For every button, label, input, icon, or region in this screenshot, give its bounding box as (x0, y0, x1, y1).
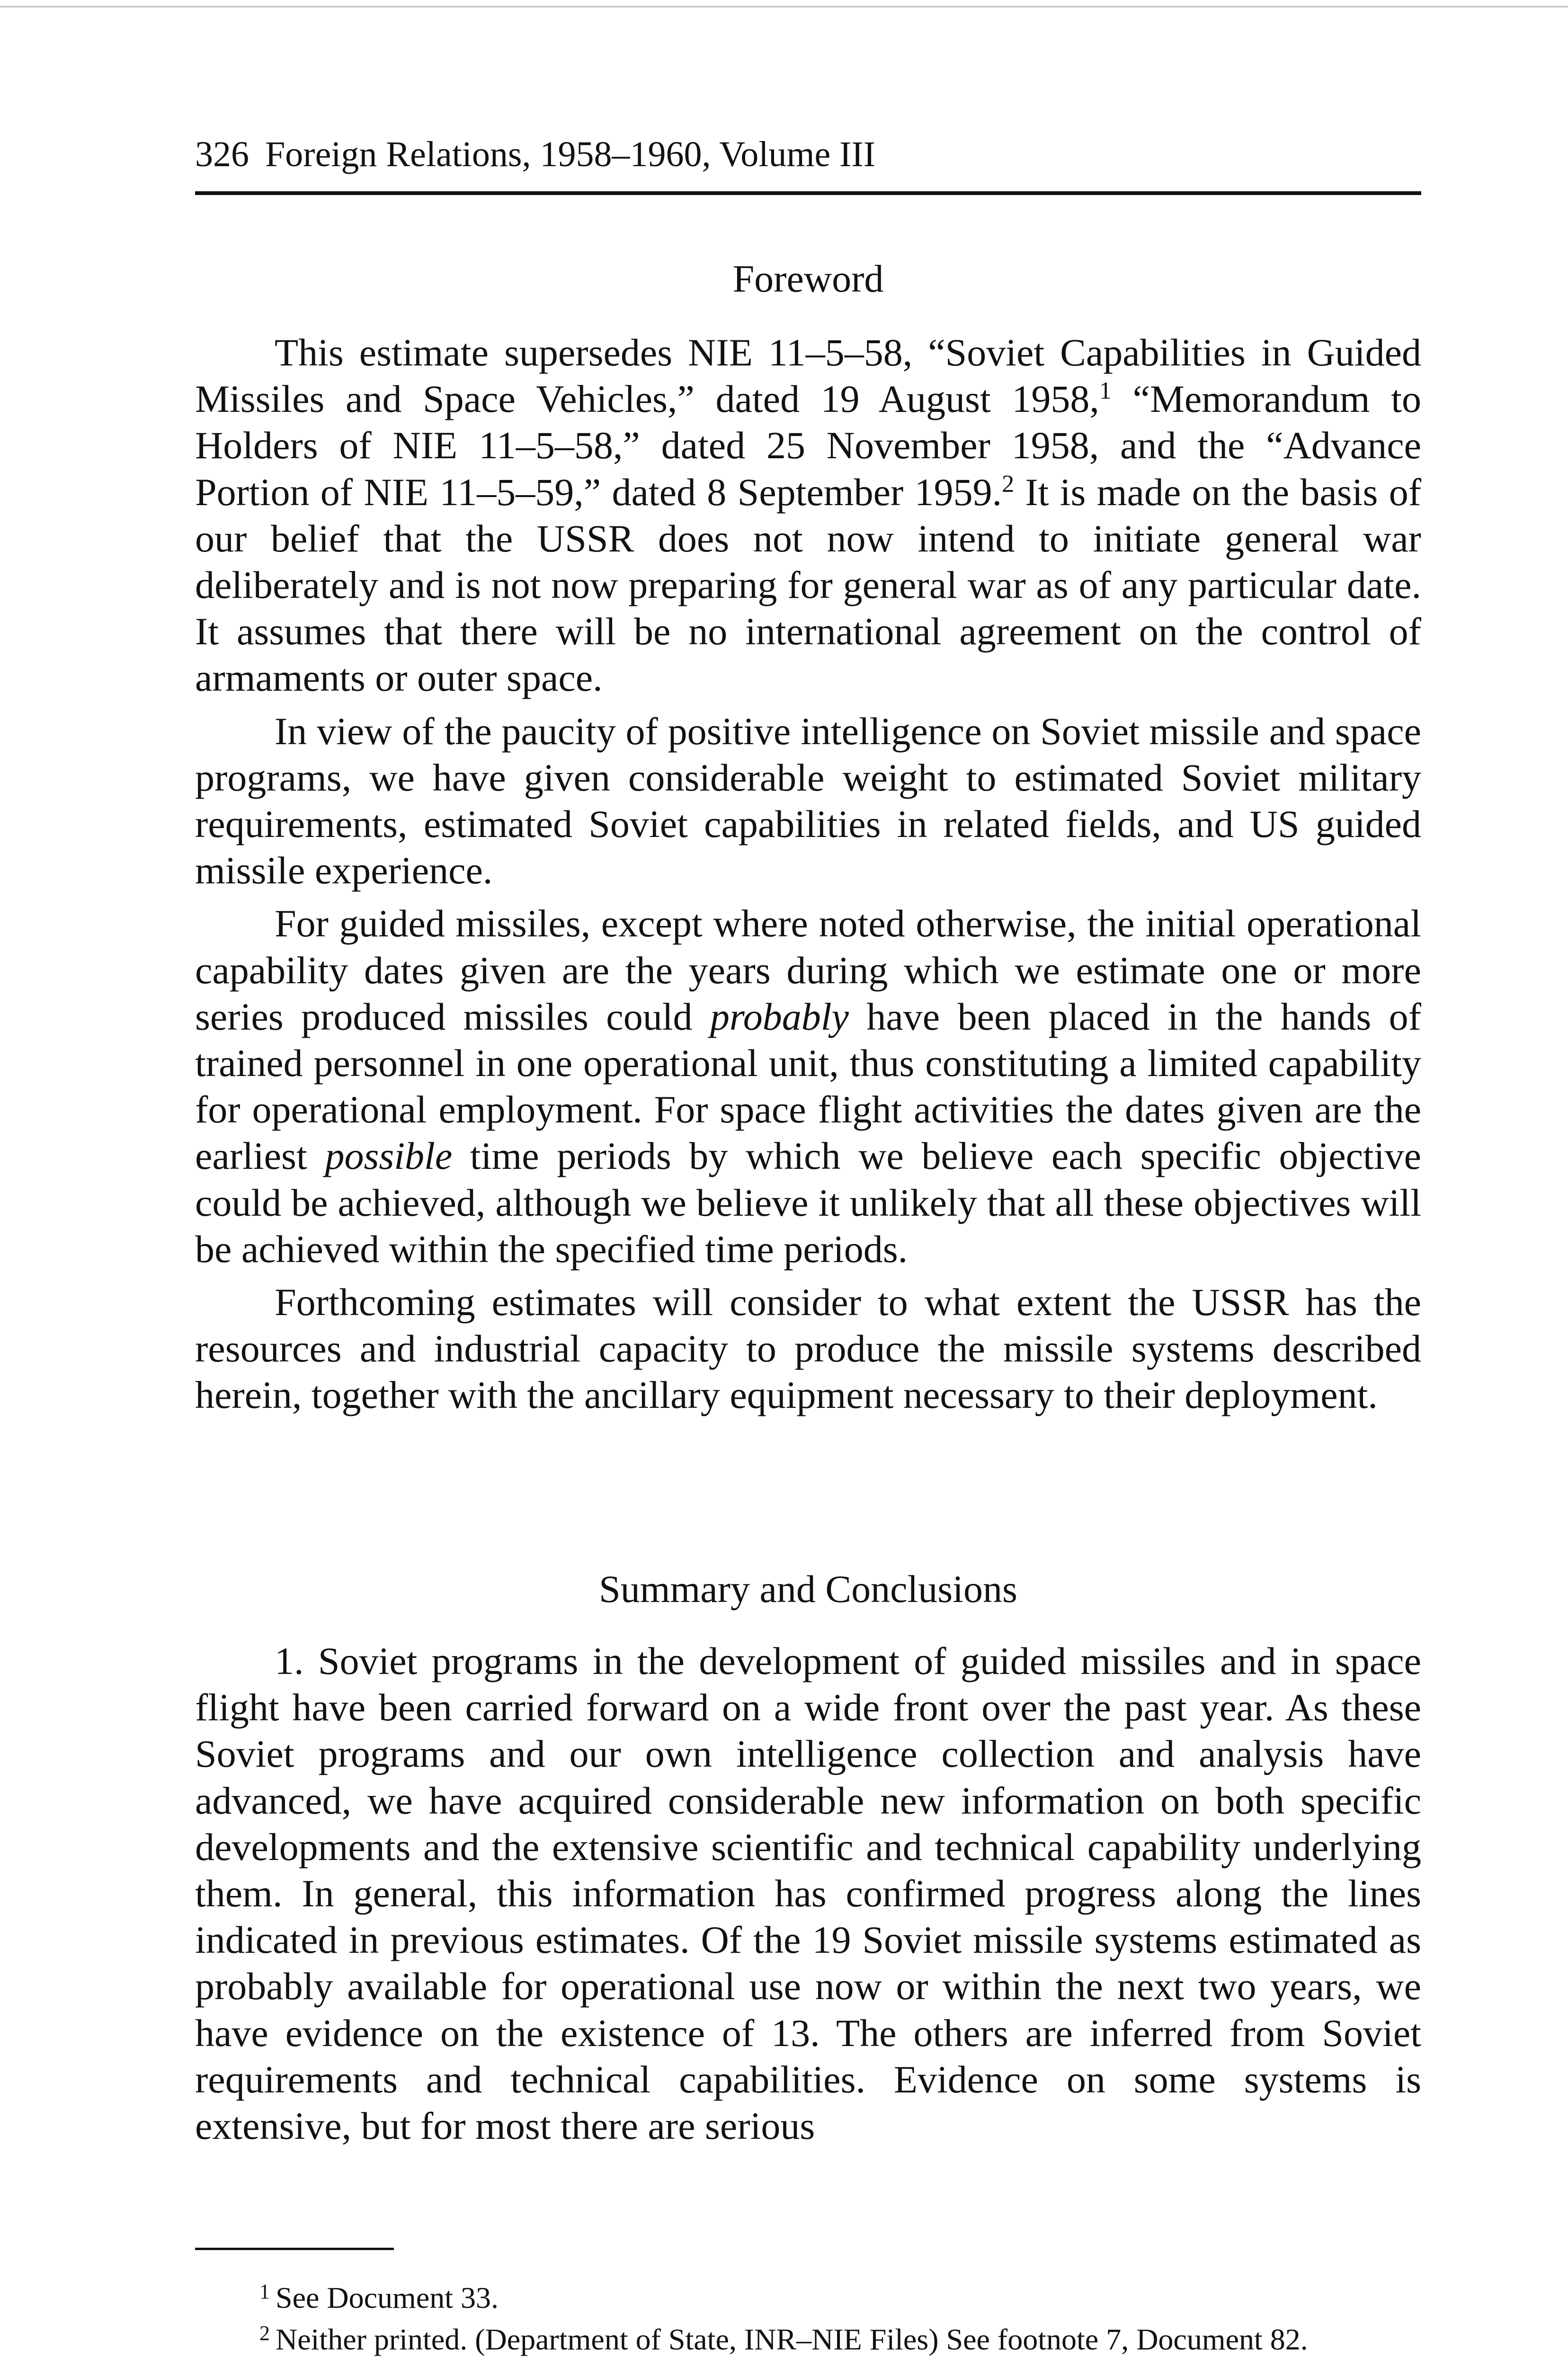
emphasis-possible: possible (325, 1134, 453, 1178)
foreword-heading: Foreword (732, 257, 884, 300)
page-number: 326 (195, 134, 249, 174)
foreword-paragraph-1 (195, 329, 1421, 702)
running-head-title: Foreign Relations, 1958–1960, Volume III (265, 134, 876, 174)
summary-body (195, 1638, 1421, 2156)
summary-heading: Summary and Conclusions (599, 1567, 1017, 1611)
footnote-ref-2: 2 (1002, 470, 1015, 498)
footnote-text: See Document 33. (276, 2281, 499, 2314)
footnote-mark: 2 (259, 2322, 270, 2345)
foreword-paragraph-2: In view of the paucity of positive intelligence on Soviet missile and space programs, we have given considerable weight to estimated Soviet military requirements, estimated Soviet capabilities in related fields, and US guided missile experience. (195, 709, 1421, 892)
footnote-ref-1: 1 (1099, 377, 1112, 405)
footnote-mark: 1 (259, 2280, 270, 2303)
summary-paragraph-1: 1. Soviet programs in the development of guided missiles and in space flight have been carried forward on a wide front over the past year. As these Soviet programs and our own intelligence collection and analysis have advanced, we have acquired considerable new information on both specific developments and the extensive scientific and technical capability underlying them. In general, this information has confirmed progress along the lines indicated in previous estimates. Of the 19 Soviet missile systems estimated as probably available for operational use now or within the next two years, we have evidence on the existence of 13. The others are inferred from Soviet requirements and technical capabilities. Evidence on some systems is extensive, but for most there are serious (195, 1639, 1421, 2148)
paragraph-text: For guided missiles, except where noted otherwise, the initial operational capability dates given are the years during which we estimate one or more series produced missiles could (195, 902, 1421, 1038)
scan-top-edge (0, 6, 1568, 8)
footnote-text: Neither printed. (Department of State, INR–NIE Files) See footnote 7, Document 82. (276, 2323, 1308, 2356)
paragraph-text: This estimate supersedes NIE 11–5–58, “Soviet Capabilities in Guided Missiles and Space Vehicles,” dated 19 August 1958, (195, 331, 1421, 421)
footnotes (195, 2277, 1421, 2360)
footnote-2 (195, 2319, 1421, 2360)
paragraph-text: It is made on the basis of our belief that the USSR does not now intend to initiate general war deliberately and is not now preparing for general war as of any particular date. It assumes that there will be no international agreement on the control of armaments or outer space. (195, 470, 1422, 700)
paragraph-text: have been placed in the hands of trained personnel in one operational unit, thus constituting a limited capability for operational employment. For space flight activities the dates given are the earliest (195, 995, 1421, 1178)
foreword-paragraph-3 (195, 900, 1421, 1272)
footnote-rule (195, 2248, 394, 2250)
foreword-body (195, 329, 1421, 1425)
paragraph-text: “Memorandum to Holders of NIE 11–5–58,” dated 25 November 1958, and the “Advance Portion of NIE 11–5–59,” dated 8 September 1959. (195, 377, 1421, 514)
running-head (195, 136, 875, 172)
header-rule (195, 191, 1421, 195)
footnote-1 (195, 2277, 1421, 2319)
foreword-paragraph-4: Forthcoming estimates will consider to what extent the USSR has the resources and industrial capacity to produce the missile systems described herein, together with the ancillary equipment necessary to their deployment. (195, 1281, 1421, 1417)
emphasis-probably: probably (710, 995, 849, 1038)
paragraph-text: time periods by which we believe each specific objective could be achieved, although we believe it unlikely that all these objectives will be achieved within the specified time periods. (195, 1134, 1421, 1271)
